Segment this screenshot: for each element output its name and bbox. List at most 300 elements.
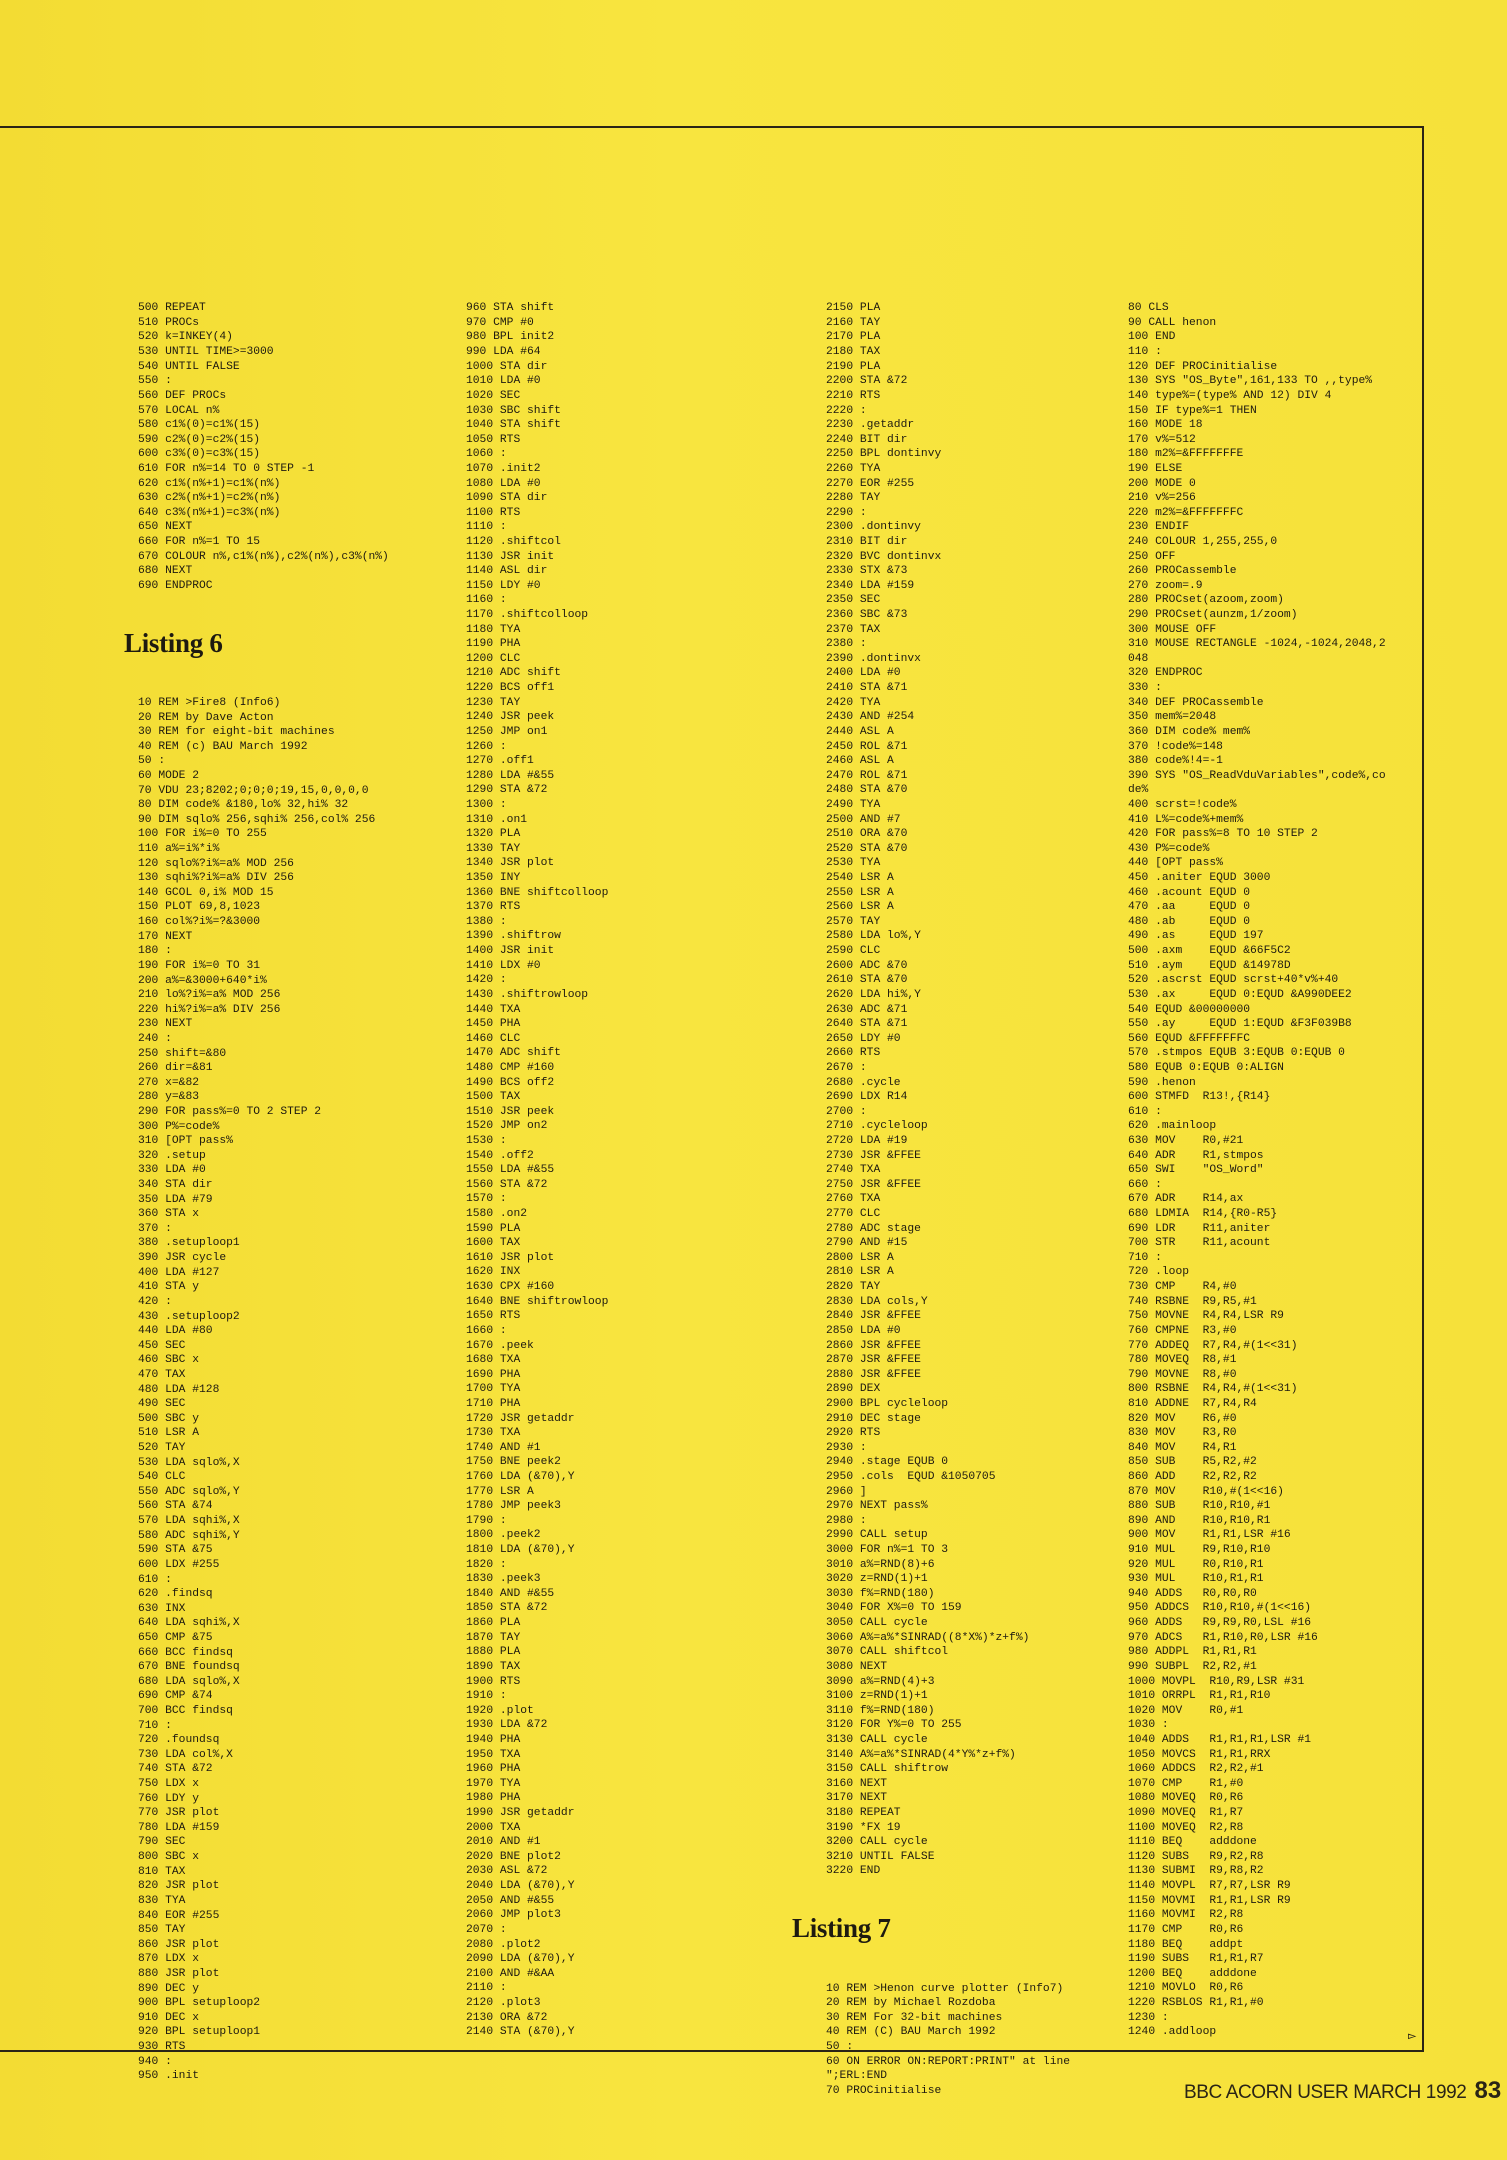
code-line: 2470 ROL &71	[826, 769, 908, 782]
code-line: 980 ADDPL R1,R1,R1	[1128, 1646, 1257, 1659]
code-line: 3180 REPEAT	[826, 1807, 901, 1820]
code-line: 610 FOR n%=14 TO 0 STEP -1	[138, 462, 315, 475]
code-line: 1290 STA &72	[466, 784, 548, 797]
code-line: 1220 BCS off1	[466, 682, 555, 695]
code-line: 580 c1%(0)=c1%(15)	[138, 419, 261, 432]
code-line: 1580 .on2	[466, 1208, 528, 1221]
code-line: 1530 :	[466, 1134, 507, 1147]
code-line: 110 a%=i%*i%	[138, 843, 220, 856]
code-line: 2760 TXA	[826, 1193, 881, 1206]
code-line: 2830 LDA cols,Y	[826, 1295, 928, 1308]
code-line: 2390 .dontinvx	[826, 652, 921, 665]
code-line: 920 BPL setuploop1	[138, 2026, 261, 2039]
listing-5-tail	[138, 301, 450, 593]
code-line: 730 CMP R4,#0	[1128, 1281, 1237, 1294]
code-line: 2940 .stage EQUB 0	[826, 1456, 949, 1469]
code-line: 1600 TAX	[466, 1237, 521, 1250]
code-line: 680 NEXT	[138, 565, 193, 578]
code-line: 1720 JSR getaddr	[466, 1412, 575, 1425]
code-line: 2270 EOR #255	[826, 477, 915, 490]
code-line: 1540 .off2	[466, 1149, 534, 1162]
code-line: 2070 :	[466, 1923, 507, 1936]
code-line: 380 .setuploop1	[138, 1237, 240, 1250]
code-line: 610 :	[1128, 1105, 1162, 1118]
code-line: 3010 a%=RND(8)+6	[826, 1558, 935, 1571]
code-line: 1140 MOVPL R7,R7,LSR R9	[1128, 1880, 1291, 1893]
code-line: 2480 STA &70	[826, 784, 908, 797]
code-line: 30 REM For 32-bit machines	[826, 2011, 1003, 2024]
code-line: 2700 :	[826, 1105, 867, 1118]
code-line: 240 COLOUR 1,255,255,0	[1128, 536, 1278, 548]
frame-right-rule	[1422, 126, 1424, 2050]
code-line: 1110 :	[466, 521, 507, 534]
code-line: 3150 CALL shiftrow	[826, 1763, 949, 1776]
code-line: 1170 .shiftcolloop	[466, 609, 589, 622]
code-line: 2800 LSR A	[826, 1251, 894, 1264]
code-line: 140 GCOL 0,i% MOD 15	[138, 886, 274, 899]
code-line: 1620 INX	[466, 1266, 521, 1279]
code-line: 1270 .off1	[466, 755, 534, 768]
code-line: 1360 BNE shiftcolloop	[466, 886, 609, 899]
code-line: 1810 LDA (&70),Y	[466, 1544, 575, 1557]
code-line: 550 .ay EQUD 1:EQUD &F3F039B8	[1128, 1018, 1352, 1031]
code-line: 670 BNE foundsq	[138, 1661, 240, 1674]
code-line: 1410 LDX #0	[466, 959, 541, 972]
code-line: 1790 :	[466, 1514, 507, 1527]
code-line: 970 ADCS R1,R10,R0,LSR #16	[1128, 1631, 1318, 1644]
code-line: 290 FOR pass%=0 TO 2 STEP 2	[138, 1106, 322, 1118]
code-line: 680 LDMIA R14,{R0-R5}	[1128, 1208, 1278, 1221]
code-line: 450 SEC	[138, 1339, 186, 1352]
code-line: 170 v%=512	[1128, 433, 1196, 446]
code-line: 580 ADC sqhi%,Y	[138, 1529, 240, 1542]
code-line: 50 :	[138, 755, 166, 768]
code-line: 3210 UNTIL FALSE	[826, 1850, 935, 1863]
listing-column-1	[124, 272, 450, 2113]
code-line: 2180 TAX	[826, 346, 881, 359]
code-line: 2500 AND #7	[826, 813, 901, 826]
code-line: 3110 f%=RND(180)	[826, 1704, 935, 1717]
code-line: 830 MOV R3,R0	[1128, 1427, 1237, 1440]
code-line: 450 .aniter EQUD 3000	[1128, 872, 1271, 885]
code-line: 1160 MOVMI R2,R8	[1128, 1909, 1244, 1922]
code-line: 100 END	[1128, 331, 1176, 344]
code-line: 690 LDR R11,aniter	[1128, 1222, 1271, 1235]
code-line: 300 P%=code%	[138, 1120, 220, 1133]
code-line: 250 shift=&80	[138, 1047, 227, 1060]
code-line: 650 SWI "OS_Word"	[1128, 1164, 1264, 1177]
code-line: 2210 RTS	[826, 389, 881, 402]
code-line: 60 MODE 2	[138, 769, 200, 782]
code-line: 500 .axm EQUD &66F5C2	[1128, 945, 1291, 958]
code-line: 2780 ADC stage	[826, 1222, 921, 1235]
code-line: 1350 INY	[466, 872, 521, 885]
code-line: 1190 SUBS R1,R1,R7	[1128, 1953, 1264, 1966]
code-line: 320 ENDPROC	[1128, 667, 1203, 680]
code-line: 1210 ADC shift	[466, 667, 561, 680]
code-line: 90 DIM sqlo% 256,sqhi% 256,col% 256	[138, 813, 376, 826]
code-line: 740 RSBNE R9,R5,#1	[1128, 1295, 1257, 1308]
code-line: 660 FOR n%=1 TO 15	[138, 536, 261, 548]
code-line: 2000 TXA	[466, 1821, 521, 1834]
code-line: 520 k=INKEY(4)	[138, 331, 233, 344]
code-line: 2540 LSR A	[826, 872, 894, 885]
code-line: 200 a%=&3000+640*i%	[138, 974, 267, 987]
code-line: 2360 SBC &73	[826, 609, 908, 622]
code-line: 1080 MOVEQ R0,R6	[1128, 1792, 1244, 1805]
code-line: 820 JSR plot	[138, 1880, 220, 1893]
code-line: 560 DEF PROCs	[138, 389, 227, 402]
code-line: 870 LDX x	[138, 1953, 200, 1966]
code-line: 900 MOV R1,R1,LSR #16	[1128, 1529, 1291, 1542]
code-line: 3000 FOR n%=1 TO 3	[826, 1544, 949, 1557]
code-line: 1670 .peek	[466, 1339, 534, 1352]
listing-6-code-end	[826, 301, 1138, 1879]
code-line: 1190 PHA	[466, 638, 521, 651]
code-line: 570 LOCAL n%	[138, 404, 220, 417]
code-line: 940 ADDS R0,R0,R0	[1128, 1587, 1257, 1600]
code-line: 230 NEXT	[138, 1018, 193, 1031]
code-line: 310 [OPT pass%	[138, 1135, 233, 1148]
code-line: 50 :	[826, 2041, 854, 2053]
code-line: 410 STA y	[138, 1281, 200, 1294]
code-line: 2230 .getaddr	[826, 419, 915, 432]
code-line: 1230 TAY	[466, 696, 521, 709]
code-line: 3200 CALL cycle	[826, 1836, 928, 1849]
code-line: 2170 PLA	[826, 331, 881, 344]
code-line: 2620 LDA hi%,Y	[826, 988, 921, 1001]
code-line: 1730 TXA	[466, 1427, 521, 1440]
code-line: 1840 AND #&55	[466, 1587, 555, 1600]
code-line: 1740 AND #1	[466, 1441, 541, 1454]
code-line: 2430 AND #254	[826, 711, 915, 724]
code-line: 570 .stmpos EQUB 3:EQUB 0:EQUB 0	[1128, 1047, 1345, 1060]
code-line: 1170 CMP R0,R6	[1128, 1923, 1244, 1936]
code-line: 2650 LDY #0	[826, 1032, 901, 1045]
code-line: 560 STA &74	[138, 1500, 213, 1513]
code-line: 940 :	[138, 2055, 172, 2068]
code-line: 1070 .init2	[466, 462, 541, 475]
code-line: 2960 ]	[826, 1485, 867, 1498]
code-line: 510 LSR A	[138, 1427, 200, 1440]
code-line: 2560 LSR A	[826, 901, 894, 914]
code-line: 720 .loop	[1128, 1266, 1190, 1279]
code-line: 2030 ASL &72	[466, 1865, 548, 1878]
code-line: 3100 z=RND(1)+1	[826, 1690, 928, 1703]
code-line: 1470 ADC shift	[466, 1047, 561, 1060]
code-line: 1710 PHA	[466, 1397, 521, 1410]
code-line: 1560 STA &72	[466, 1178, 548, 1191]
code-line: 640 c3%(n%+1)=c3%(n%)	[138, 506, 281, 519]
code-line: 610 :	[138, 1573, 172, 1586]
code-line: 1130 SUBMI R9,R8,R2	[1128, 1865, 1264, 1878]
code-line: 780 LDA #159	[138, 1821, 220, 1834]
code-line: 600 LDX #255	[138, 1558, 220, 1571]
code-line: 2890 DEX	[826, 1383, 881, 1396]
code-line: 2680 .cycle	[826, 1076, 901, 1089]
code-line: 1200 BEQ adddone	[1128, 1967, 1257, 1980]
code-line: 3060 A%=a%*SINRAD((8*X%)*z+f%)	[826, 1631, 1030, 1644]
code-line: 2060 JMP plot3	[466, 1909, 561, 1922]
code-line: 2050 AND #&55	[466, 1894, 555, 1907]
code-line: 1000 STA dir	[466, 360, 548, 373]
code-line: 2160 TAY	[826, 316, 881, 329]
code-line: 470 TAX	[138, 1368, 186, 1381]
code-line: 1590 PLA	[466, 1222, 521, 1235]
code-line: 180 :	[138, 945, 172, 958]
code-line: 810 ADDNE R7,R4,R4	[1128, 1397, 1257, 1410]
code-line: 670 COLOUR n%,c1%(n%),c2%(n%),c3%(n%)	[138, 550, 389, 563]
code-line: 2660 RTS	[826, 1047, 881, 1060]
code-line: 1910 :	[466, 1690, 507, 1703]
code-line: 650 NEXT	[138, 521, 193, 534]
code-line: 500 REPEAT	[138, 302, 206, 315]
code-line: 2690 LDX R14	[826, 1091, 908, 1104]
code-line: 700 STR R11,acount	[1128, 1237, 1271, 1250]
code-line: 1200 CLC	[466, 652, 521, 665]
code-line: 1420 :	[466, 974, 507, 987]
code-line: 1870 TAY	[466, 1631, 521, 1644]
code-line: 2930 :	[826, 1441, 867, 1454]
code-line: 2190 PLA	[826, 360, 881, 373]
code-line: 540 EQUD &00000000	[1128, 1003, 1251, 1016]
code-line: 1430 .shiftrowloop	[466, 988, 589, 1001]
code-line: 80 CLS	[1128, 302, 1169, 315]
code-line: 650 CMP &75	[138, 1631, 213, 1644]
code-line: 110 :	[1128, 346, 1162, 359]
code-line: 1450 PHA	[466, 1018, 521, 1031]
listing-6-heading: Listing 6	[124, 627, 223, 658]
code-line: 910 MUL R9,R10,R10	[1128, 1544, 1271, 1557]
code-line: 490 .as EQUD 197	[1128, 930, 1264, 943]
code-line: 60 ON ERROR ON:REPORT:PRINT" at line	[826, 2055, 1071, 2068]
code-line: 2440 ASL A	[826, 725, 894, 738]
code-line: 2340 LDA #159	[826, 579, 915, 592]
code-line: 840 MOV R4,R1	[1128, 1441, 1237, 1454]
code-line: 960 STA shift	[466, 302, 555, 315]
code-line: 530 LDA sqlo%,X	[138, 1456, 240, 1469]
code-line: 280 PROCset(azoom,zoom)	[1128, 594, 1284, 607]
code-line: 1960 PHA	[466, 1763, 521, 1776]
code-line: 1090 STA dir	[466, 492, 548, 505]
code-line: 1780 JMP peek3	[466, 1500, 561, 1513]
code-line: 2040 LDA (&70),Y	[466, 1880, 575, 1893]
code-line: 1690 PHA	[466, 1368, 521, 1381]
code-line: 2920 RTS	[826, 1427, 881, 1440]
code-line: 2870 JSR &FFEE	[826, 1354, 921, 1367]
code-line: 1230 :	[1128, 2011, 1169, 2024]
code-line: 370 !code%=148	[1128, 740, 1223, 753]
code-line: 1010 ORRPL R1,R1,R10	[1128, 1690, 1271, 1703]
code-line: 2450 ROL &71	[826, 740, 908, 753]
code-line: 1980 PHA	[466, 1792, 521, 1805]
code-line: 890 DEC y	[138, 1982, 200, 1995]
code-line: 210 v%=256	[1128, 492, 1196, 505]
code-line: 250 OFF	[1128, 550, 1176, 563]
code-line: 80 DIM code% &180,lo% 32,hi% 32	[138, 799, 349, 812]
code-line: 590 STA &75	[138, 1544, 213, 1557]
code-line: 1510 JSR peek	[466, 1105, 555, 1118]
code-line: 2850 LDA #0	[826, 1324, 901, 1337]
code-line: 530 .ax EQUD 0:EQUD &A990DEE2	[1128, 988, 1352, 1001]
code-line: 710 :	[138, 1719, 172, 1732]
code-line: 3130 CALL cycle	[826, 1733, 928, 1746]
code-line: 510 PROCs	[138, 316, 200, 329]
code-line: 2970 NEXT pass%	[826, 1500, 928, 1513]
code-line: 600 c3%(0)=c3%(15)	[138, 448, 261, 461]
code-line: 100 FOR i%=0 TO 255	[138, 828, 267, 841]
code-line: 660 :	[1128, 1178, 1162, 1191]
code-line: 1800 .peek2	[466, 1529, 541, 1542]
code-line: 470 .aa EQUD 0	[1128, 901, 1251, 914]
code-line: 2490 TYA	[826, 798, 881, 811]
code-line: 1030 :	[1128, 1719, 1169, 1732]
code-line: 1370 RTS	[466, 901, 521, 914]
code-line: 1610 JSR plot	[466, 1251, 555, 1264]
code-line: 1060 ADDCS R2,R2,#1	[1128, 1763, 1264, 1776]
code-line: 1330 TAY	[466, 842, 521, 855]
code-line: 1140 ASL dir	[466, 565, 548, 578]
code-line: 770 JSR plot	[138, 1807, 220, 1820]
code-line: 380 code%!4=-1	[1128, 755, 1223, 768]
code-line: 2670 :	[826, 1061, 867, 1074]
code-line: 20 REM by Michael Rozdoba	[826, 1997, 996, 2010]
code-line: 1180 TYA	[466, 623, 521, 636]
code-line: 360 STA x	[138, 1208, 200, 1221]
code-line: 690 ENDPROC	[138, 579, 213, 592]
code-line: 900 BPL setuploop2	[138, 1997, 261, 2010]
code-line: 2750 JSR &FFEE	[826, 1178, 921, 1191]
code-line: 20 REM by Dave Acton	[138, 711, 274, 724]
code-line: 980 BPL init2	[466, 331, 555, 344]
code-line: 2910 DEC stage	[826, 1412, 921, 1425]
code-line: 2840 JSR &FFEE	[826, 1310, 921, 1323]
code-line: 130 SYS "OS_Byte",161,133 TO ,,type%	[1128, 375, 1373, 388]
code-line: 2350 SEC	[826, 594, 881, 607]
code-line: 550 ADC sqlo%,Y	[138, 1485, 240, 1498]
code-line: 180 m2%=&FFFFFFFE	[1128, 448, 1244, 461]
code-line: 1110 BEQ adddone	[1128, 1836, 1257, 1849]
code-line: 780 MOVEQ R8,#1	[1128, 1354, 1237, 1367]
code-line: 320 .setup	[138, 1149, 206, 1162]
code-line: 3040 FOR X%=0 TO 159	[826, 1602, 962, 1615]
code-line: 3120 FOR Y%=0 TO 255	[826, 1719, 962, 1732]
code-line: 990 SUBPL R2,R2,#1	[1128, 1660, 1257, 1673]
code-line: 570 LDA sqhi%,X	[138, 1515, 240, 1528]
code-line: 2810 LSR A	[826, 1266, 894, 1279]
code-line: 430 .setuploop2	[138, 1310, 240, 1323]
publication-title: BBC ACORN USER MARCH 1992	[1184, 2082, 1467, 2103]
code-line: 2790 AND #15	[826, 1237, 908, 1250]
code-line: 1040 ADDS R1,R1,R1,LSR #1	[1128, 1733, 1312, 1746]
code-line: 800 SBC x	[138, 1851, 200, 1864]
code-line: 1120 SUBS R9,R2,R8	[1128, 1850, 1264, 1863]
code-line: 270 zoom=.9	[1128, 579, 1203, 592]
code-line: 2130 ORA &72	[466, 2011, 548, 2024]
code-line: 1880 PLA	[466, 1646, 521, 1659]
code-line: 3070 CALL shiftcol	[826, 1646, 949, 1659]
code-line: 440 [OPT pass%	[1128, 857, 1223, 870]
code-line: 1850 STA &72	[466, 1602, 548, 1615]
code-line: 2770 CLC	[826, 1208, 881, 1221]
code-line: 370 :	[138, 1222, 172, 1235]
code-line: 390 SYS "OS_ReadVduVariables",code%,co	[1128, 769, 1386, 782]
code-line: 1760 LDA (&70),Y	[466, 1471, 575, 1483]
code-line: 10 REM >Henon curve plotter (Info7)	[826, 1982, 1064, 1995]
code-line: 1210 MOVLO R0,R6	[1128, 1982, 1244, 1995]
code-line: 930 MUL R10,R1,R1	[1128, 1573, 1264, 1586]
code-line: 520 .ascrst EQUD scrst+40*v%+40	[1128, 974, 1339, 987]
code-line: 580 EQUB 0:EQUB 0:ALIGN	[1128, 1061, 1284, 1074]
code-line: 2260 TYA	[826, 462, 881, 475]
code-line: 460 SBC x	[138, 1354, 200, 1367]
code-line: de%	[1128, 784, 1149, 797]
code-line: 2510 ORA &70	[826, 828, 908, 841]
code-line: 40 REM (C) BAU March 1992	[826, 2026, 996, 2039]
code-line: 3220 END	[826, 1865, 881, 1878]
code-line: 880 JSR plot	[138, 1967, 220, 1980]
code-line: 800 RSBNE R4,R4,#(1<<31)	[1128, 1383, 1298, 1396]
code-line: 330 LDA #0	[138, 1164, 206, 1177]
code-line: 170 NEXT	[138, 930, 193, 943]
code-line: 120 sqlo%?i%=a% MOD 256	[138, 857, 294, 870]
code-line: 880 SUB R10,R10,#1	[1128, 1500, 1271, 1513]
code-line: 760 LDY y	[138, 1792, 200, 1805]
code-line: 400 LDA #127	[138, 1266, 220, 1279]
code-line: 510 .aym EQUD &14978D	[1128, 959, 1291, 972]
listing-6-code	[138, 696, 450, 2084]
code-line: 1460 CLC	[466, 1032, 521, 1045]
code-line: 1340 JSR plot	[466, 857, 555, 870]
code-line: 1490 BCS off2	[466, 1076, 555, 1089]
code-line: 2330 STX &73	[826, 565, 908, 578]
code-line: 740 STA &72	[138, 1763, 213, 1776]
code-line: 1300 :	[466, 798, 507, 811]
code-line: 1240 JSR peek	[466, 711, 555, 724]
listing-column-4	[1128, 272, 1416, 2069]
code-line: 810 TAX	[138, 1865, 186, 1878]
code-line: 3170 NEXT	[826, 1792, 888, 1805]
code-line: 1280 LDA #&55	[466, 769, 555, 782]
code-line: 260 dir=&81	[138, 1062, 213, 1075]
code-line: 2310 BIT dir	[826, 536, 908, 548]
code-line: 340 STA dir	[138, 1179, 213, 1192]
code-line: 1220 RSBLOS R1,R1,#0	[1128, 1996, 1264, 2009]
code-line: 3140 A%=a%*SINRAD(4*Y%*z+f%)	[826, 1748, 1016, 1761]
code-line: 2010 AND #1	[466, 1836, 541, 1849]
code-line: 2090 LDA (&70),Y	[466, 1953, 575, 1966]
code-line: 1570 :	[466, 1193, 507, 1206]
code-line: 290 PROCset(aunzm,1/zoom)	[1128, 609, 1298, 622]
code-line: 1390 .shiftrow	[466, 930, 561, 943]
code-line: 410 L%=code%+mem%	[1128, 813, 1244, 826]
code-line: 640 ADR R1,stmpos	[1128, 1149, 1264, 1162]
code-line: 1100 RTS	[466, 506, 521, 519]
code-line: 540 UNTIL FALSE	[138, 360, 240, 373]
code-line: 700 BCC findsq	[138, 1704, 233, 1717]
code-line: 720 .foundsq	[138, 1734, 220, 1747]
code-line: 2730 JSR &FFEE	[826, 1149, 921, 1162]
code-line: 70 VDU 23;8202;0;0;0;19,15,0,0,0,0	[138, 784, 369, 797]
code-line: 1380 :	[466, 915, 507, 928]
code-line: 750 MOVNE R4,R4,LSR R9	[1128, 1310, 1284, 1323]
code-line: 930 RTS	[138, 2041, 186, 2053]
code-line: 1130 JSR init	[466, 550, 555, 563]
code-line: 220 m2%=&FFFFFFFC	[1128, 506, 1244, 519]
code-line: 190 FOR i%=0 TO 31	[138, 959, 261, 972]
code-line: 460 .acount EQUD 0	[1128, 886, 1251, 899]
code-line: 530 UNTIL TIME>=3000	[138, 346, 274, 359]
